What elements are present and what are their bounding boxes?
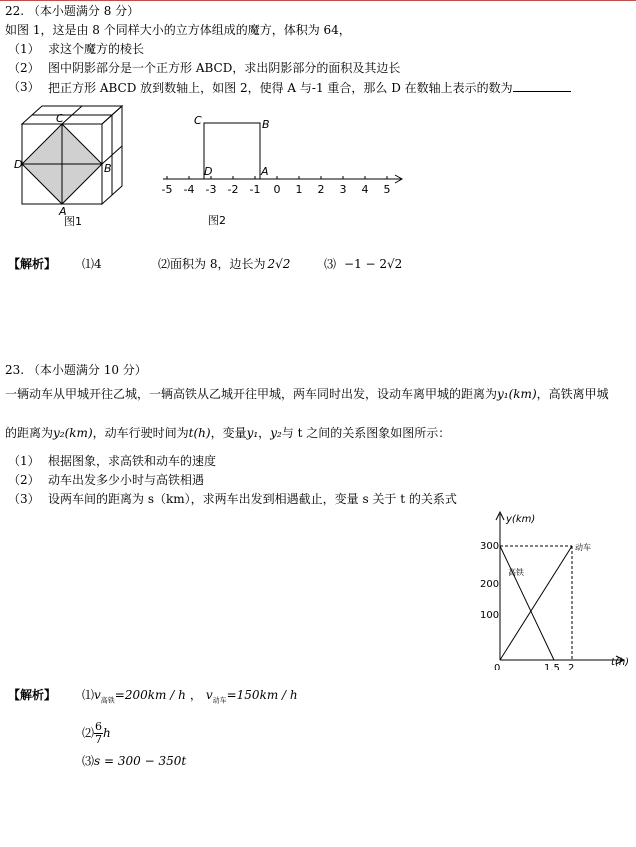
q22-answer-3-num: ⑶: [324, 257, 337, 271]
label-d: D: [204, 165, 213, 178]
y-tick-300: 300: [480, 541, 500, 552]
figure-1-cube: [10, 100, 140, 230]
number-line-tick-label: -4: [183, 183, 195, 196]
q22-item1-num: （1）: [8, 42, 40, 56]
q23-intro2-var: y₂(km): [53, 426, 93, 440]
q23-intro1-end: ，高铁离甲城: [536, 387, 609, 401]
q22-answer-3: [324, 257, 402, 271]
q23-intro-line1: [5, 387, 609, 401]
line-dongche: [500, 546, 572, 660]
q23-item2-text: 动车出发多少小时与高铁相遇: [48, 473, 205, 487]
q23-intro2: 的距离为: [5, 426, 54, 440]
q22-answer-2: [158, 257, 290, 271]
number-line-tick-label: -5: [161, 183, 173, 196]
label-b: B: [262, 118, 270, 131]
q23-item1-text: 根据图象，求高铁和动车的速度: [48, 454, 217, 468]
q22-header: 22. （本小题满分 8 分）: [5, 4, 140, 18]
number-line-tick-label: 2: [317, 183, 325, 196]
q23-intro2-mid2: ，变量: [210, 426, 247, 440]
q23-header: 23. （本小题满分 10 分）: [5, 363, 147, 377]
figure-1-caption: 图1: [64, 215, 82, 228]
y-tick-200: 200: [480, 579, 500, 590]
q23-intro2-y1: y₁: [246, 426, 259, 440]
figure-2-number-line: [155, 108, 410, 228]
q23-intro1-var: y₁(km): [497, 387, 537, 401]
q23-answer-label: 【解析】: [8, 688, 57, 702]
q22-item2-text: 图中阴影部分是一个正方形 ABCD，求出阴影部分的面积及其边长: [48, 61, 401, 75]
number-line-tick-label: 0: [273, 183, 281, 196]
q23-answer-2-num: ⑵: [82, 726, 95, 740]
v-gaotie-value: =200km / h: [114, 688, 186, 702]
number-line-tick-label: -2: [227, 183, 239, 196]
top-rule: [0, 0, 636, 1]
q23-intro-line2: [5, 426, 450, 440]
q23-item1-num: （1）: [8, 454, 40, 468]
label-c: C: [56, 112, 64, 125]
q22-answer-label: 【解析】: [8, 257, 57, 271]
number-line-tick-label: -1: [249, 183, 261, 196]
q23-answer-2: [82, 718, 111, 748]
x-tick-1-5: 1.5: [544, 663, 560, 670]
sub-dongche: 动车: [212, 696, 227, 705]
fraction: [94, 721, 103, 746]
label-d: D: [14, 158, 23, 171]
sep: ，: [189, 688, 202, 702]
q22-item3: [48, 80, 571, 95]
v-dongche-value: =150km / h: [226, 688, 298, 702]
q23-item3-num: （3）: [8, 492, 40, 506]
q22-answer-2-math: 2√2: [267, 257, 291, 271]
y-tick-100: 100: [480, 610, 500, 621]
x-axis-label: t(h): [611, 657, 630, 668]
q22-answer-3-math: −1 − 2√2: [344, 257, 403, 271]
q23-graph: [470, 508, 630, 670]
number-line-tick-label: 3: [339, 183, 347, 196]
label-a: A: [261, 165, 269, 178]
answer-blank: [513, 80, 571, 92]
unit-h: h: [103, 726, 111, 740]
q23-answer-3: [82, 754, 186, 768]
number-line-tick-label: 1: [295, 183, 303, 196]
line-gaotie: [500, 546, 554, 660]
q23-intro2-t: t(h): [188, 426, 211, 440]
q23-item3-text: 设两车间的距离为 s（km），求两车出发到相遇截止，变量 s 关于 t 的关系式: [48, 492, 457, 506]
q23-answer-1-num: ⑴: [82, 688, 95, 702]
label-a: A: [59, 205, 67, 218]
number-line-tick-label: 5: [383, 183, 391, 196]
q22-intro: 如图 1，这是由 8 个同样大小的立方体组成的魔方，体积为 64，: [5, 23, 351, 37]
v-symbol: v: [205, 688, 213, 702]
q23-intro2-mid: ，动车行驶时间为: [92, 426, 189, 440]
label-dongche: 动车: [575, 543, 591, 552]
q22-item1-text: 求这个魔方的棱长: [48, 42, 145, 56]
q23-answer-3-expr: s = 300 − 350t: [94, 754, 187, 768]
x-tick-0: 0: [494, 663, 501, 670]
fraction-numerator: 6: [95, 720, 103, 733]
number-line-tick-label: -3: [205, 183, 217, 196]
q22-item2-num: （2）: [8, 61, 40, 75]
q23-intro2-y2: y₂: [270, 426, 282, 440]
figure-2-caption: 图2: [208, 214, 226, 227]
x-tick-2: 2: [568, 663, 575, 670]
q22-item3-text: 把正方形 ABCD 放到数轴上，如图 2，使得 A 与-1 重合，那么 D 在数轴上表示的数为: [48, 81, 513, 95]
q23-answer-3-num: ⑶: [82, 754, 95, 768]
v-symbol: v: [94, 688, 101, 702]
q23-intro1: 一辆动车从甲城开往乙城，一辆高铁从乙城开往甲城，两车同时出发，设动车离甲城的距离为: [5, 387, 498, 401]
q23-intro2-end: 与 t 之间的关系图象如图所示：: [281, 426, 451, 440]
sub-gaotie: 高铁: [100, 696, 115, 705]
fraction-denominator: 7: [95, 733, 103, 746]
label-gaotie: 高铁: [508, 568, 524, 577]
label-b: B: [104, 162, 112, 175]
q23-intro2-sep: ，: [258, 426, 271, 440]
y-axis-label: y(km): [506, 514, 536, 525]
q22-answer-1: ⑴4: [82, 257, 102, 271]
number-line-tick-label: 4: [361, 183, 369, 196]
q22-answer-2-text: ⑵面积为 8，边长为: [158, 257, 266, 271]
q23-answer-1: [82, 688, 298, 707]
label-c: C: [194, 114, 202, 127]
q22-item3-num: （3）: [8, 80, 40, 94]
q23-item2-num: （2）: [8, 473, 40, 487]
